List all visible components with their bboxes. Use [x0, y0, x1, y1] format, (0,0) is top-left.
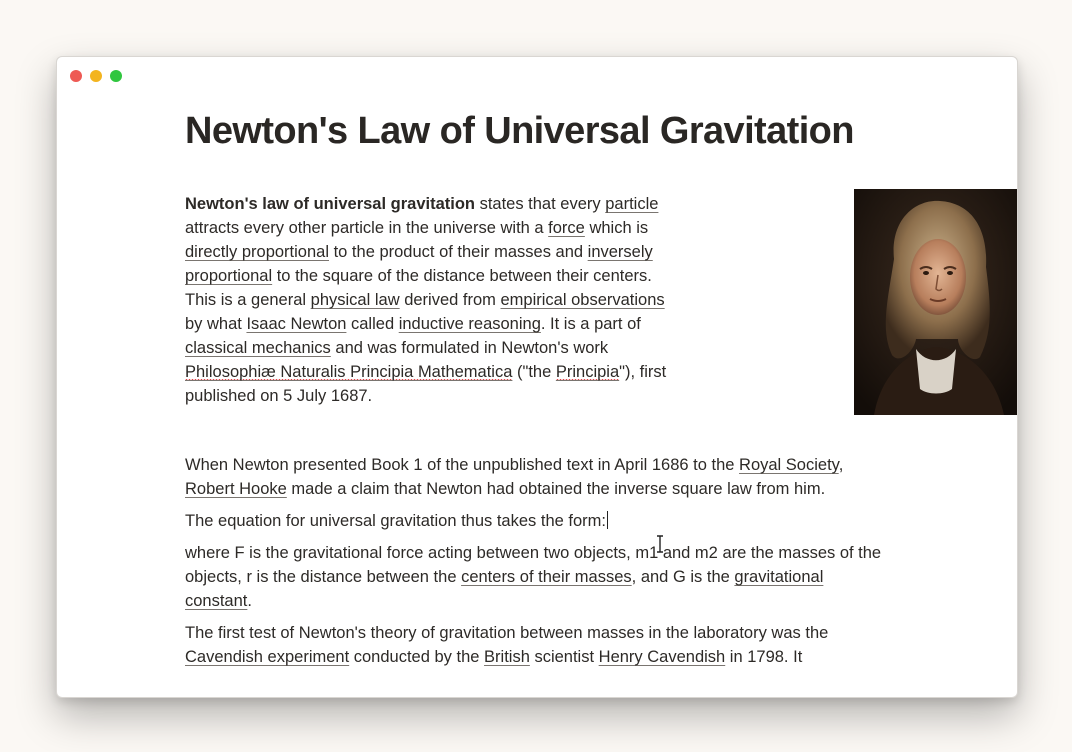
text-run: called [346, 315, 399, 333]
link-isaac-newton[interactable]: Isaac Newton [246, 315, 347, 333]
text-run: , [838, 456, 844, 474]
text-run: to the product of their masses and [329, 243, 588, 261]
text-run: made a claim that Newton had obtained the inverse square law from him. [286, 480, 826, 498]
link-particle[interactable]: particle [605, 195, 659, 213]
newton-portrait [854, 189, 1018, 415]
intro-paragraph[interactable] [185, 192, 685, 408]
link-principia-full-title[interactable]: Philosophiæ Naturalis Principia Mathematica [185, 363, 513, 381]
link-henry-cavendish[interactable]: Henry Cavendish [598, 648, 726, 666]
text-run: which is [584, 219, 649, 237]
zoom-window-button[interactable] [110, 70, 122, 82]
text-caret [607, 511, 608, 529]
paragraph-equation-intro[interactable] [185, 509, 891, 533]
link-principia[interactable]: Principia [555, 363, 620, 381]
intro-paragraph-block [185, 192, 685, 408]
page-title[interactable]: Newton's Law of Universal Gravitation [185, 110, 854, 152]
text-run: "), first published on 5 July 1687. [185, 363, 667, 405]
text-run: The equation for universal gravitation thus takes the form: [185, 512, 606, 530]
link-centers-of-masses[interactable]: centers of their masses [461, 568, 632, 586]
paragraph-cavendish[interactable] [185, 621, 891, 669]
link-british[interactable]: British [484, 648, 530, 666]
window-controls [70, 70, 122, 82]
text-run: The first test of Newton's theory of gravitation between masses in the laboratory was the [185, 624, 829, 642]
link-inductive-reasoning[interactable]: inductive reasoning [398, 315, 541, 333]
text-run: scientist [529, 648, 599, 666]
link-robert-hooke[interactable]: Robert Hooke [185, 480, 287, 498]
paragraph-where-f[interactable] [185, 541, 891, 613]
link-empirical-observations[interactable]: empirical observations [500, 291, 665, 309]
text-run: , and G is the [631, 568, 735, 586]
text-run: conducted by the [349, 648, 485, 666]
link-inversely-proportional[interactable]: inversely proportional [185, 243, 653, 285]
text-run: and was formulated in Newton's work [330, 339, 609, 357]
link-force[interactable]: force [548, 219, 585, 237]
text-run: where F is the gravitational force acting between two objects, m1 and m2 are the masses of the objects, r is the distance between the [185, 544, 882, 586]
text-run: ("the [512, 363, 556, 381]
text-run: attracts every other particle in the universe with a [185, 219, 549, 237]
link-cavendish-experiment[interactable]: Cavendish experiment [185, 648, 350, 666]
paragraph-royal-society[interactable] [185, 453, 891, 501]
text-run: to the square of the distance between their centers. This is a general [185, 267, 652, 309]
link-gravitational-constant[interactable]: gravitational constant [185, 568, 824, 610]
link-royal-society[interactable]: Royal Society [739, 456, 839, 474]
editor-window [56, 56, 1018, 698]
text-run: . [247, 592, 252, 610]
link-physical-law[interactable]: physical law [310, 291, 400, 309]
mouse-ibeam-cursor-icon [655, 535, 665, 553]
minimize-window-button[interactable] [90, 70, 102, 82]
text-run: in 1798. It [725, 648, 803, 666]
link-directly-proportional[interactable]: directly proportional [185, 243, 329, 261]
text-run: states that every [474, 195, 606, 213]
close-window-button[interactable] [70, 70, 82, 82]
body-paragraphs [185, 453, 891, 677]
text-run: by what [185, 315, 247, 333]
link-classical-mechanics[interactable]: classical mechanics [185, 339, 331, 357]
text-run: . It is a part of [540, 315, 641, 333]
text-run: When Newton presented Book 1 of the unpublished text in April 1686 to the [185, 456, 740, 474]
intro-bold-term: Newton's law of universal gravitation [185, 195, 475, 213]
text-run: derived from [399, 291, 501, 309]
